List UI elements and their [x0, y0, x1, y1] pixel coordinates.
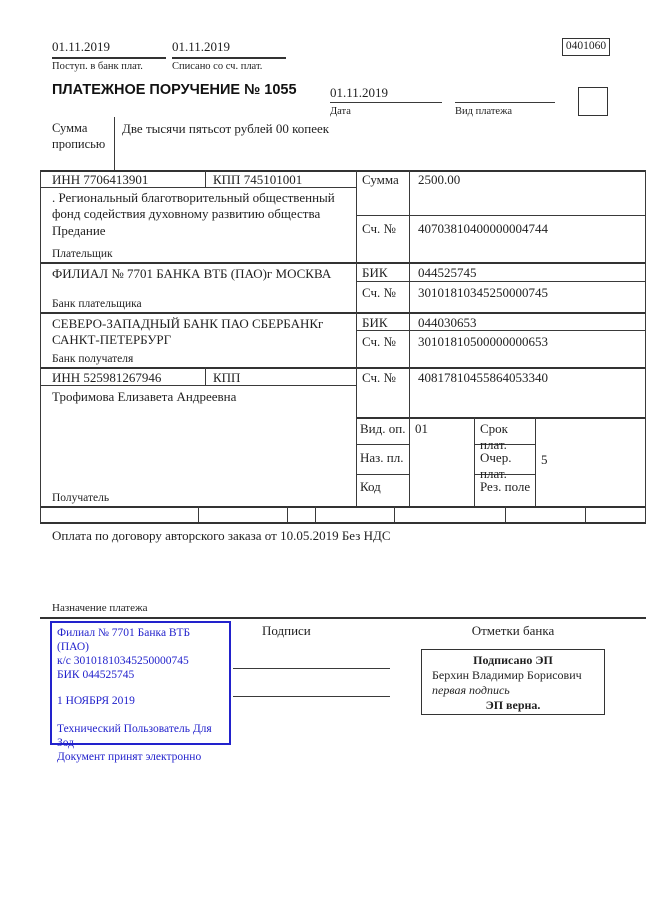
- priority-value: 5: [541, 452, 548, 467]
- payee-label: Получатель: [52, 492, 110, 504]
- payer-bank-bik-label: БИК: [362, 265, 388, 280]
- debited-date-label: Списано со сч. плат.: [172, 61, 263, 72]
- op-row1-border-left: [356, 444, 409, 445]
- sum-value: 2500.00: [418, 172, 461, 187]
- debited-date: 01.11.2019: [172, 39, 231, 54]
- received-date-underline: [52, 57, 166, 59]
- strip-divider-5: [505, 506, 506, 522]
- payee-kpp-label: КПП: [213, 370, 241, 385]
- stamp-bik: БИК 044525745: [57, 669, 135, 682]
- purpose-label: Назначение платежа: [52, 602, 148, 614]
- code-label: Код: [360, 479, 381, 494]
- stamp-date: 1 НОЯБРЯ 2019: [57, 695, 135, 708]
- stamp-corr-account: к/с 30101810345250000745: [57, 655, 189, 668]
- stamp-accepted: Документ принят электронно: [57, 751, 202, 764]
- debited-date-underline: [172, 57, 286, 59]
- amount-words-divider: [114, 117, 115, 170]
- due-label: Срок плат.: [480, 421, 512, 453]
- payee-bank-section-border: [40, 367, 646, 369]
- payee-bank-bik: 044030653: [418, 315, 477, 330]
- payer-bank-section-border: [40, 312, 646, 314]
- payer-bank-name: ФИЛИАЛ № 7701 БАНКА ВТБ (ПАО)г МОСКВА: [52, 266, 332, 281]
- purpose-section-border: [40, 617, 646, 619]
- document-date: 01.11.2019: [330, 85, 389, 100]
- strip-divider-1: [198, 506, 199, 522]
- payment-type-label: Вид платежа: [455, 106, 513, 117]
- stamp-bank-name: Филиал № 7701 Банка ВТБ (ПАО): [57, 627, 193, 654]
- payee-bank-account: 30101810500000000653: [418, 334, 548, 349]
- payer-bank-account: 30101810345250000745: [418, 285, 548, 300]
- strip-divider-3: [315, 506, 316, 522]
- bank-marks-label: Отметки банка: [471, 623, 555, 638]
- sum-label: Сумма: [362, 172, 399, 187]
- value-column-divider: [409, 170, 410, 506]
- strip-divider-6: [585, 506, 586, 522]
- bank-marks-box: [421, 649, 605, 715]
- priority-label: Очер. плат.: [480, 450, 515, 482]
- payer-inn: ИНН 7706413901: [52, 172, 149, 187]
- op-type-label: Вид. оп.: [360, 421, 406, 436]
- date-label: Дата: [330, 106, 351, 117]
- payer-bank-label: Банк плательщика: [52, 298, 142, 310]
- amount-words-value: Две тысячи пятьсот рублей 00 копеек: [122, 121, 330, 136]
- code-strip-bottom-border: [40, 522, 646, 524]
- payer-bank-bik: 044525745: [418, 265, 477, 280]
- signatures-label: Подписи: [262, 623, 311, 638]
- payment-type-underline: [455, 102, 555, 103]
- form-code-box: 0401060: [562, 38, 610, 56]
- payer-kpp-divider: [205, 170, 206, 187]
- op-row2-border-left: [356, 474, 409, 475]
- ep-valid: ЭП верна.: [485, 698, 541, 712]
- signature-line-1: [233, 668, 390, 669]
- received-date: 01.11.2019: [52, 39, 111, 54]
- payer-account: 40703810400000004744: [418, 221, 548, 236]
- strip-divider-4: [394, 506, 395, 522]
- payer-account-label: Сч. №: [362, 221, 396, 236]
- op-label2-divider: [474, 417, 475, 506]
- sum-row-border: [356, 215, 646, 216]
- received-date-label: Поступ. в банк плат.: [52, 61, 143, 72]
- payee-inn: ИНН 525981267946: [52, 370, 162, 385]
- strip-divider-2: [287, 506, 288, 522]
- op-value2-divider: [535, 417, 536, 506]
- document-title: ПЛАТЕЖНОЕ ПОРУЧЕНИЕ № 1055: [52, 82, 297, 98]
- date-underline: [330, 102, 442, 103]
- payee-bank-account-label: Сч. №: [362, 334, 396, 349]
- payee-bank-bik-border: [356, 330, 646, 331]
- payment-type-checkbox: [578, 87, 608, 116]
- payer-section-border: [40, 262, 646, 264]
- signed-ep-title: Подписано ЭП: [473, 653, 553, 667]
- signature-line-2: [233, 696, 390, 697]
- table-right-border: [645, 170, 646, 523]
- table-left-border: [40, 170, 41, 523]
- payer-label: Плательщик: [52, 248, 113, 260]
- reserve-label: Рез. поле: [480, 479, 531, 494]
- payee-name: Трофимова Елизавета Андреевна: [52, 389, 237, 404]
- signature-type: первая подпись: [432, 683, 510, 697]
- payee-account: 40817810455864053340: [418, 370, 548, 385]
- payee-bank-name: СЕВЕРО-ЗАПАДНЫЙ БАНК ПАО СБЕРБАНКг САНКТ-ПЕТЕРБУРГ: [52, 316, 327, 348]
- purpose-text: Оплата по договору авторского заказа от 10.05.2019 Без НДС: [52, 528, 391, 543]
- payee-kpp-divider: [205, 367, 206, 385]
- payee-bank-bik-label: БИК: [362, 315, 388, 330]
- payee-bank-label: Банк получателя: [52, 353, 134, 365]
- op-section-top-border: [356, 417, 646, 419]
- payee-account-label: Сч. №: [362, 370, 396, 385]
- purpose-code-label: Наз. пл.: [360, 450, 404, 465]
- payer-kpp: КПП 745101001: [213, 172, 303, 187]
- signer-name: Берхин Владимир Борисович: [432, 668, 582, 682]
- payee-underline: [40, 506, 646, 508]
- amount-words-label: Сумма прописью: [52, 121, 106, 151]
- payer-name: . Региональный благотворительный общественный фонд содействия духовному развитию общества Предание: [52, 190, 338, 238]
- payer-bank-bik-border: [356, 281, 646, 282]
- op-type-value: 01: [415, 421, 428, 436]
- bank-stamp: [50, 621, 231, 764]
- stamp-user: Технический Пользователь Для Зод: [57, 723, 215, 750]
- payer-bank-account-label: Сч. №: [362, 285, 396, 300]
